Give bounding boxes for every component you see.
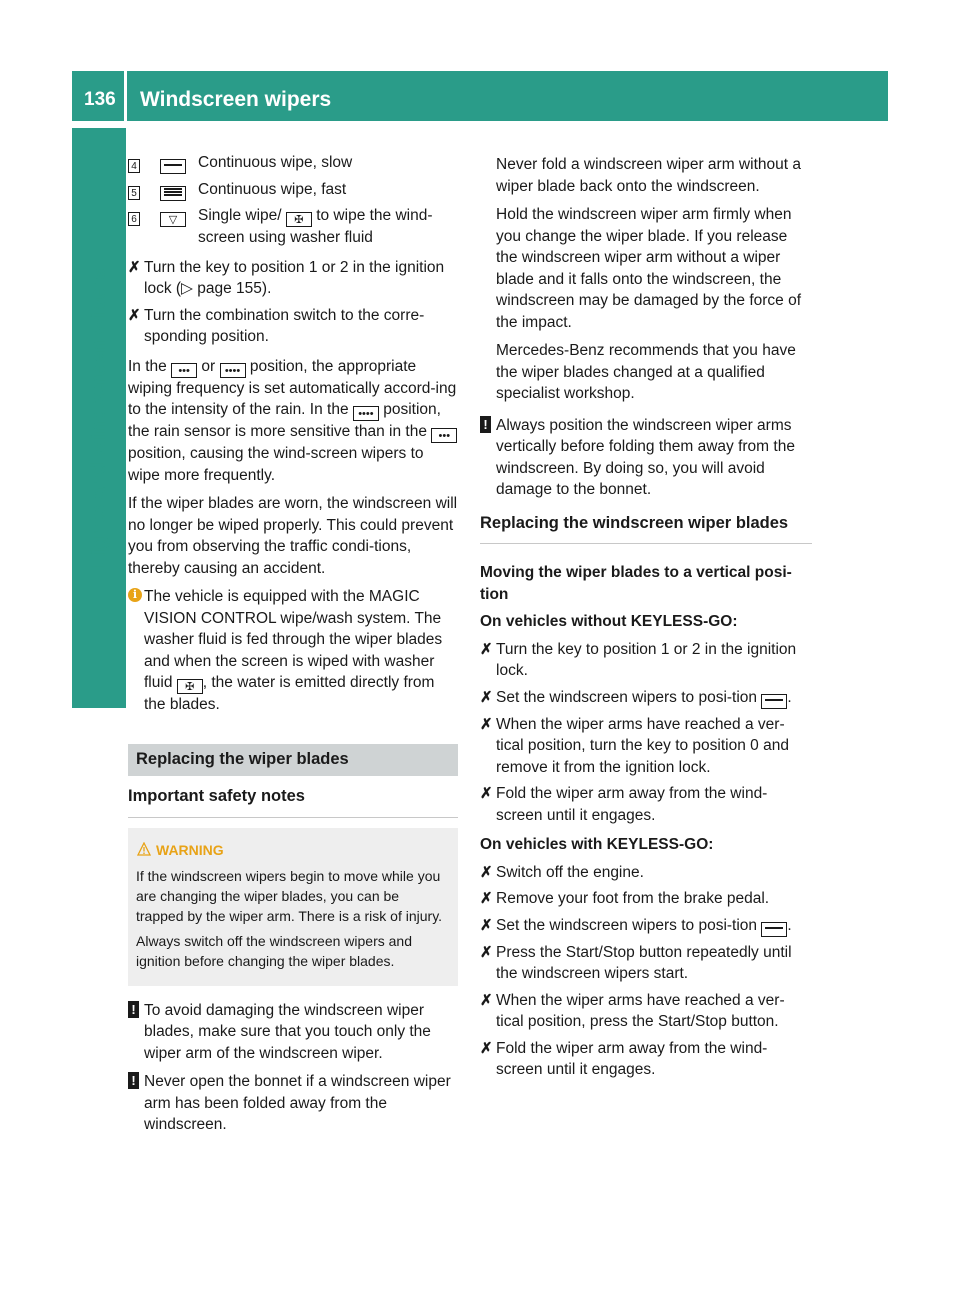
paragraph: Never fold a windscreen wiper arm without a wiper blade back onto the windscreen. — [496, 156, 801, 195]
instruction-step: ✗ Turn the combination switch to the corre-sponding position. — [128, 306, 425, 345]
left-column — [128, 152, 458, 1143]
warning-box — [128, 828, 458, 986]
step-arrow-icon: ✗ — [480, 890, 493, 907]
step-arrow-icon: ✗ — [128, 258, 141, 276]
step-arrow-icon: ✗ — [480, 688, 493, 706]
list-item: 4 Continuous wipe, slow — [128, 152, 458, 174]
notice: ! To avoid damaging the windscreen wiper blades, make sure that you touch only the wiper arm of the windscreen wiper. — [128, 1000, 458, 1065]
info-icon: i — [128, 588, 142, 602]
heading: On vehicles with KEYLESS-GO: — [480, 836, 714, 853]
subheading: Important safety notes — [128, 786, 458, 818]
warning-icon — [137, 842, 151, 856]
rain-sensor-1-icon: ••• — [431, 428, 457, 443]
wipe-slow-icon — [160, 159, 186, 174]
heading: On vehicles without KEYLESS-GO: — [480, 613, 738, 630]
instruction-step: ✗ Press the Start/Stop button repeatedly until the windscreen wipers start. — [480, 943, 792, 982]
rain-sensor-2-icon: •••• — [353, 406, 379, 421]
paragraph: Hold the windscreen wiper arm firmly when you change the wiper blade. If you release the windscreen wiper arm without a wiper blade and it falls onto the windscreen, the windscreen may be damaged by the force of the impact. — [496, 206, 802, 331]
rain-sensor-1-icon: ••• — [171, 363, 197, 378]
list-item: 5 Continuous wipe, fast — [128, 179, 458, 201]
notice-icon: ! — [128, 1001, 139, 1018]
notice-icon: ! — [480, 416, 491, 433]
wipe-slow-icon — [761, 922, 787, 937]
warning-text: If the windscreen wipers begin to move while you are changing the wiper blades, you can be trapped by the wiper arm. There is a risk of injury. — [136, 867, 443, 924]
washer-fluid-icon: ✠ — [286, 212, 312, 227]
paragraph: Mercedes-Benz recommends that you have the wiper blades changed at a qualified specialist workshop. — [496, 342, 796, 402]
step-arrow-icon: ✗ — [480, 916, 493, 934]
info-note: i The vehicle is equipped with the MAGIC VISION CONTROL wipe/wash system. The washer fluid is fed through the wiper blades and when the screen is wiped with washer fluid ✠ , the water is emitted directly from the blades. — [128, 586, 458, 716]
page-number: 136 — [84, 89, 116, 110]
list-item: 6 ▽ Single wipe/ ✠ to wipe the wind-screen using washer fluid — [128, 205, 458, 249]
instruction-step: ✗ Set the windscreen wipers to posi-tion . — [480, 915, 812, 937]
wipe-slow-icon — [761, 694, 787, 709]
instruction-step: ✗ Fold the wiper arm away from the wind-screen until it engages. — [480, 785, 768, 824]
step-arrow-icon: ✗ — [480, 943, 493, 961]
key-5-icon: 5 — [128, 186, 140, 200]
wipe-fast-icon — [160, 186, 186, 201]
step-arrow-icon: ✗ — [480, 715, 493, 733]
section-title: Replacing the wiper blades — [128, 744, 458, 777]
instruction-step: ✗ Switch off the engine. — [480, 862, 812, 884]
notice: ! Never open the bonnet if a windscreen wiper arm has been folded away from the windscreen. — [128, 1071, 458, 1136]
rain-sensor-2-icon: •••• — [220, 363, 246, 378]
subheading: Replacing the windscreen wiper blades — [480, 513, 812, 545]
instruction-step: ✗ Turn the key to position 1 or 2 in the ignition lock. — [480, 640, 797, 679]
paragraph: If the wiper blades are worn, the windscreen will no longer be wiped properly. This could prevent you from observing the traffic condi-tions, thereby causing an accident. — [128, 495, 458, 577]
washer-fluid-icon: ✠ — [177, 679, 203, 694]
page-header — [72, 71, 888, 121]
notice: ! Always position the windscreen wiper arms vertically before folding them away from the windscreen. By doing so, you will avoid damage to the bonnet. — [480, 415, 812, 501]
warning-text: Always switch off the windscreen wipers and ignition before changing the wiper blades. — [136, 932, 412, 969]
instruction-step: ✗ When the wiper arms have reached a ver-tical position, turn the key to position 0 and remove it from the ignition lock. — [480, 715, 789, 776]
step-arrow-icon: ✗ — [128, 306, 141, 324]
key-6-icon: 6 — [128, 212, 140, 226]
heading: Moving the wiper blades to a vertical posi-tion — [480, 564, 792, 603]
instruction-step: ✗ Turn the key to position 1 or 2 in the ignition lock (▷ page 155). — [128, 258, 445, 297]
instruction-step: ✗ Fold the wiper arm away from the wind-screen until it engages. — [480, 1039, 768, 1078]
instruction-step: ✗ Set the windscreen wipers to posi-tion . — [480, 687, 812, 709]
step-arrow-icon: ✗ — [480, 863, 493, 881]
header-divider — [124, 71, 127, 121]
instruction-step: ✗ When the wiper arms have reached a ver-tical position, press the Start/Stop button. — [480, 991, 785, 1030]
step-arrow-icon: ✗ — [480, 1039, 493, 1057]
step-arrow-icon: ✗ — [480, 785, 493, 802]
single-wipe-icon: ▽ — [160, 212, 186, 227]
page-title: Windscreen wipers — [140, 88, 332, 111]
key-4-icon: 4 — [128, 159, 140, 173]
paragraph: In the ••• or •••• position, the appropriate wiping frequency is set automatically accord-ing to the intensity of the rain. In the •••• position, the rain sensor is more sensitive than in the ••• position, causing the wind-screen wipers to wipe more frequently. — [128, 357, 457, 484]
step-arrow-icon: ✗ — [480, 640, 493, 658]
warning-title: WARNING — [136, 840, 450, 860]
step-arrow-icon: ✗ — [480, 991, 493, 1009]
right-column — [480, 154, 812, 1086]
instruction-step: ✗ Remove your foot from the brake pedal. — [480, 888, 812, 910]
notice-icon: ! — [128, 1072, 139, 1089]
